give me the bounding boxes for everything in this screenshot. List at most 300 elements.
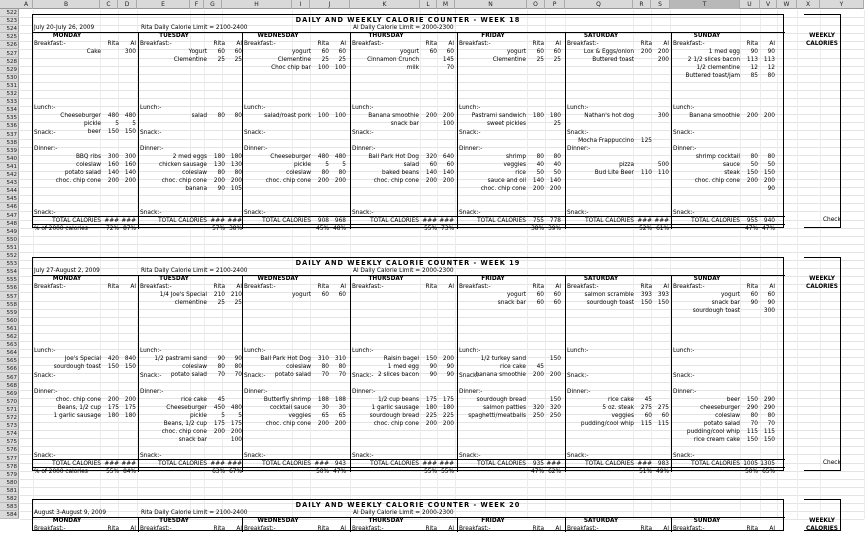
rita-calories: 320 (425, 154, 437, 160)
rita-calories: 90 (217, 186, 225, 192)
row-header[interactable]: 525 (0, 33, 19, 41)
rita-calories: 45 (536, 364, 544, 370)
food-item: cheeseburger (700, 405, 740, 411)
column-header-E[interactable]: E (137, 0, 190, 9)
food-item: 1/2 pastrami sand (154, 356, 207, 362)
row-header[interactable]: 580 (0, 479, 19, 487)
rita-calories: 110 (640, 170, 652, 176)
percent-al: 49% (656, 469, 669, 475)
al-calories: 480 (230, 405, 242, 411)
percent-rita: 45% (316, 226, 329, 232)
calories-label: CALORIES (806, 284, 838, 290)
al-calories: 60 (553, 292, 561, 298)
row-header[interactable]: 578 (0, 463, 19, 471)
total-calories-label: TOTAL CALORIES (52, 461, 101, 467)
rita-calories: 150 (425, 356, 437, 362)
column-header-L[interactable]: L (420, 0, 437, 9)
food-item: banana (185, 186, 207, 192)
al-header: Al (130, 284, 136, 290)
row-header[interactable]: 552 (0, 252, 19, 260)
snack-label: Snack:- (140, 453, 162, 459)
food-item: Cheeseburger (270, 154, 311, 160)
al-calories: 150 (124, 129, 136, 135)
total-rita: ### (422, 461, 437, 467)
percent-rita: 55% (424, 226, 437, 232)
row-header[interactable]: 528 (0, 58, 19, 66)
food-item: salmon patties (483, 405, 526, 411)
breakfast-label: Breakfast:- (244, 526, 276, 532)
breakfast-label: Breakfast:- (673, 526, 705, 532)
percent-al: 55% (441, 469, 454, 475)
day-divider (671, 32, 672, 229)
breakfast-label: Breakfast:- (352, 526, 384, 532)
al-header: Al (663, 284, 669, 290)
total-rita: ### (637, 218, 652, 224)
rita-calories: 175 (107, 405, 119, 411)
column-header-N[interactable]: N (455, 0, 527, 9)
row-header[interactable]: 551 (0, 244, 19, 252)
row-header[interactable]: 566 (0, 365, 19, 373)
snack-label: Snack:- (352, 373, 374, 379)
al-calories: 60 (767, 292, 775, 298)
day-header-tuesday: TUESDAY (159, 518, 189, 524)
row-header[interactable]: 542 (0, 171, 19, 179)
snack-label: Snack:- (34, 130, 56, 136)
total-calories-label: TOTAL CALORIES (158, 461, 207, 467)
al-calories: 140 (549, 178, 561, 184)
al-calories: 200 (549, 372, 561, 378)
row-header[interactable]: 569 (0, 390, 19, 398)
food-item: snack bar (497, 300, 526, 306)
row-header[interactable]: 570 (0, 398, 19, 406)
check-label: Check (823, 217, 841, 223)
al-calories: 175 (124, 405, 136, 411)
breakfast-label: Breakfast:- (244, 284, 276, 290)
al-calories: 80 (553, 154, 561, 160)
total-al: ### (227, 218, 242, 224)
row-header[interactable]: 538 (0, 139, 19, 147)
rita-calories: 200 (317, 178, 329, 184)
dinner-label: Dinner:- (567, 389, 591, 395)
breakfast-label: Breakfast:- (673, 41, 705, 47)
al-calories: 25 (553, 121, 561, 127)
column-header-S[interactable]: S (651, 0, 670, 9)
column-header-X[interactable]: X (797, 0, 820, 9)
food-item: coleslaw (286, 364, 311, 370)
al-calories: 25 (234, 300, 242, 306)
rita-calories: 175 (213, 421, 225, 427)
row-header[interactable]: 540 (0, 155, 19, 163)
row-header[interactable]: 555 (0, 276, 19, 284)
row-header[interactable]: 530 (0, 74, 19, 82)
al-calories: 300 (657, 113, 669, 119)
food-item: banana smoothie (475, 372, 526, 378)
food-item: sauce and oil (487, 178, 526, 184)
rita-calories: 200 (425, 421, 437, 427)
al-calories: 80 (234, 364, 242, 370)
row-header[interactable]: 539 (0, 147, 19, 155)
rita-calories (742, 185, 758, 193)
row-header[interactable]: 575 (0, 438, 19, 446)
gridline (20, 244, 864, 245)
rita-calories: 200 (532, 186, 544, 192)
al-calories: 115 (657, 421, 669, 427)
rita-calories: 100 (317, 113, 329, 119)
breakfast-label: Breakfast:- (352, 41, 384, 47)
day-divider (138, 517, 139, 532)
row-header[interactable]: 572 (0, 414, 19, 422)
al-calories: 80 (234, 113, 242, 119)
gridline (797, 10, 798, 519)
food-item: Clementine (173, 57, 207, 63)
snack-label: Snack:- (673, 130, 695, 136)
percent-al: 87% (123, 226, 136, 232)
rita-calories: 450 (213, 405, 225, 411)
al-calories: 90 (767, 186, 775, 192)
food-item: yogurt (292, 292, 311, 298)
row-header[interactable]: 536 (0, 122, 19, 130)
food-item: snack bar (711, 300, 740, 306)
food-item: Cheeseburger (60, 113, 101, 119)
food-item: yogurt (507, 292, 526, 298)
al-calories: 140 (124, 170, 136, 176)
food-item: Cake (86, 49, 101, 55)
rita-calories: 150 (746, 437, 758, 443)
rita-calories: 140 (425, 170, 437, 176)
total-calories-label: TOTAL CALORIES (691, 218, 740, 224)
al-calories: 225 (442, 413, 454, 419)
row-header[interactable]: 581 (0, 487, 19, 495)
food-item: choc. chip cone (265, 178, 311, 184)
food-item: Pastrami sandwich (471, 113, 526, 119)
day-divider (671, 275, 672, 472)
al-calories: 200 (549, 186, 561, 192)
dinner-label: Dinner:- (673, 389, 697, 395)
rita-calories: 160 (107, 162, 119, 168)
row-header-bar (0, 9, 19, 519)
percent-rita: 38% (531, 226, 544, 232)
food-item: 1/4 Joe's Special (159, 292, 207, 298)
percent-label: % of 2000 calories (34, 469, 88, 475)
column-header-U[interactable]: U (740, 0, 760, 9)
al-calories: 115 (763, 429, 775, 435)
dinner-label: Dinner:- (459, 146, 483, 152)
breakfast-label: Breakfast:- (567, 284, 599, 290)
food-item: Yogurt (188, 49, 207, 55)
snack-label: Snack:- (352, 453, 374, 459)
row-header[interactable]: 523 (0, 17, 19, 25)
row-header[interactable]: 561 (0, 325, 19, 333)
percent-al: 47% (333, 469, 346, 475)
row-header[interactable]: 559 (0, 309, 19, 317)
day-header-friday: FRIDAY (481, 518, 505, 524)
rita-calories: 5 (325, 162, 329, 168)
row-header[interactable]: 535 (0, 114, 19, 122)
rita-header: Rita (746, 526, 758, 532)
row-header[interactable]: 522 (0, 9, 19, 17)
row-header[interactable]: 541 (0, 163, 19, 171)
snack-label: Snack:- (244, 210, 266, 216)
al-calories: 290 (763, 397, 775, 403)
row-header[interactable]: 548 (0, 220, 19, 228)
row-header[interactable]: 553 (0, 260, 19, 268)
al-calories: 290 (763, 405, 775, 411)
al-header: Al (130, 526, 136, 532)
row-header[interactable]: 558 (0, 301, 19, 309)
row-header[interactable]: 577 (0, 455, 19, 463)
breakfast-label: Breakfast:- (673, 284, 705, 290)
row-header[interactable]: 549 (0, 228, 19, 236)
row-header[interactable]: 527 (0, 50, 19, 58)
rita-header: Rita (213, 526, 225, 532)
row-header[interactable]: 564 (0, 349, 19, 357)
al-calories: 150 (763, 170, 775, 176)
column-header-M[interactable]: M (437, 0, 455, 9)
rita-calories: 480 (317, 154, 329, 160)
row-header[interactable]: 529 (0, 66, 19, 74)
al-limit: Al Daily Calorie Limit = 2000-2300 (353, 510, 454, 516)
column-header-B[interactable]: B (33, 0, 100, 9)
row-header[interactable]: 531 (0, 82, 19, 90)
day-divider (350, 32, 351, 229)
gridline (20, 487, 864, 488)
rita-calories (103, 48, 119, 56)
row-header[interactable]: 574 (0, 430, 19, 438)
food-item: coleslaw (76, 162, 101, 168)
row-header[interactable]: 546 (0, 203, 19, 211)
percent-rita: 55% (424, 469, 437, 475)
rita-calories: 100 (317, 65, 329, 71)
al-calories (653, 137, 669, 145)
al-calories: 100 (334, 65, 346, 71)
al-calories: 200 (334, 421, 346, 427)
food-item: sourdough bread (476, 397, 526, 403)
food-item: salmon scramble (584, 292, 634, 298)
rita-calories (528, 355, 544, 363)
rita-calories: 200 (107, 397, 119, 403)
day-divider (350, 275, 351, 472)
rita-limit: Rita Daily Calorie Limit = 2100-2400 (141, 268, 248, 274)
column-header-K[interactable]: K (350, 0, 420, 9)
total-calories-label: TOTAL CALORIES (477, 218, 526, 224)
column-header-R[interactable]: R (633, 0, 651, 9)
al-calories: 180 (442, 405, 454, 411)
calories-label: CALORIES (806, 41, 838, 47)
total-calories-label: TOTAL CALORIES (262, 461, 311, 467)
food-item: Beans, 1/2 cup (57, 405, 101, 411)
day-header-friday: FRIDAY (481, 276, 505, 282)
food-item: choc. chip cone (161, 178, 207, 184)
row-header[interactable]: 583 (0, 503, 19, 511)
al-limit: Al Daily Calorie Limit = 2000-2300 (353, 25, 454, 31)
al-calories: 145 (442, 57, 454, 63)
row-header[interactable]: 543 (0, 179, 19, 187)
rita-calories: 70 (321, 372, 329, 378)
rita-calories: 80 (750, 154, 758, 160)
total-rita: 755 (532, 218, 544, 224)
al-calories: 300 (763, 308, 775, 314)
weekly-column (804, 499, 841, 531)
total-rita: 955 (746, 218, 758, 224)
column-header-H[interactable]: H (222, 0, 292, 9)
total-calories-label: TOTAL CALORIES (691, 461, 740, 467)
total-al: ### (439, 461, 454, 467)
row-header[interactable]: 584 (0, 511, 19, 519)
row-header[interactable]: 582 (0, 495, 19, 503)
day-header-thursday: THURSDAY (368, 33, 404, 39)
total-rita: ### (637, 461, 652, 467)
rita-calories: 140 (532, 178, 544, 184)
al-calories: 480 (334, 154, 346, 160)
food-item: Cinnamon Crunch (367, 57, 419, 63)
rita-calories: 115 (640, 421, 652, 427)
weekly-label: WEEKLY (809, 276, 835, 282)
week-title: DAILY AND WEEKLY CALORIE COUNTER - WEEK 19 (295, 259, 521, 267)
gridline (20, 479, 864, 480)
check-label: Check (823, 460, 841, 466)
total-rita: ### (104, 461, 119, 467)
row-header[interactable]: 568 (0, 382, 19, 390)
row-header[interactable]: 550 (0, 236, 19, 244)
gridline (20, 236, 864, 237)
rita-calories: 113 (746, 57, 758, 63)
row-header[interactable]: 579 (0, 471, 19, 479)
column-header-P[interactable]: P (545, 0, 565, 9)
column-header-C[interactable]: C (100, 0, 118, 9)
row-header[interactable]: 576 (0, 446, 19, 454)
snack-label: Snack:- (459, 373, 481, 379)
rita-calories: 300 (107, 154, 119, 160)
day-divider (565, 275, 566, 472)
column-header-G[interactable]: G (204, 0, 222, 9)
al-calories: 100 (334, 113, 346, 119)
day-header-thursday: THURSDAY (368, 518, 404, 524)
al-calories: 100 (442, 121, 454, 127)
rita-calories: 130 (213, 162, 225, 168)
day-divider (565, 517, 566, 532)
row-header[interactable]: 563 (0, 341, 19, 349)
column-header-I[interactable]: I (292, 0, 310, 9)
row-header[interactable]: 567 (0, 374, 19, 382)
al-header: Al (555, 284, 561, 290)
column-header-O[interactable]: O (527, 0, 545, 9)
al-calories: 300 (124, 154, 136, 160)
rita-calories: 80 (321, 364, 329, 370)
row-header[interactable]: 562 (0, 333, 19, 341)
al-header: Al (236, 284, 242, 290)
total-rita: 908 (317, 218, 329, 224)
food-item: 1 garlic sausage (53, 413, 101, 419)
rita-calories: 180 (532, 113, 544, 119)
row-header[interactable]: 573 (0, 422, 19, 430)
al-calories: 840 (124, 356, 136, 362)
rita-calories: 60 (536, 300, 544, 306)
food-item: 2 slices bacon (377, 372, 419, 378)
gridline (20, 252, 864, 253)
column-header-Q[interactable]: Q (565, 0, 633, 9)
row-header[interactable]: 547 (0, 212, 19, 220)
al-calories: 200 (230, 178, 242, 184)
food-item: Beans, 1/2 cup (163, 421, 207, 427)
spreadsheet-grid[interactable] (20, 10, 864, 532)
row-header[interactable]: 565 (0, 357, 19, 365)
row-header[interactable]: 524 (0, 25, 19, 33)
al-calories: 150 (549, 356, 561, 362)
rita-calories: 60 (429, 162, 437, 168)
row-header[interactable]: 534 (0, 106, 19, 114)
lunch-label: Lunch:- (244, 105, 266, 111)
percent-rita: 57% (212, 226, 225, 232)
dinner-label: Dinner:- (140, 146, 164, 152)
rita-calories: 60 (536, 49, 544, 55)
column-header-V[interactable]: V (760, 0, 777, 9)
row-header[interactable]: 560 (0, 317, 19, 325)
day-header-monday: MONDAY (52, 33, 82, 39)
rita-limit: Rita Daily Calorie Limit = 2100-2400 (141, 510, 248, 516)
snack-label: Snack:- (567, 373, 589, 379)
column-header-J[interactable]: J (310, 0, 350, 9)
day-divider (242, 517, 243, 532)
row-header[interactable]: 556 (0, 284, 19, 292)
row-header[interactable]: 554 (0, 268, 19, 276)
al-calories (653, 396, 669, 404)
food-item: Banana smoothie (689, 113, 740, 119)
snack-label: Snack:- (140, 210, 162, 216)
row-header[interactable]: 545 (0, 195, 19, 203)
rita-calories: 25 (536, 57, 544, 63)
column-header-A[interactable]: A (20, 0, 33, 9)
day-divider (242, 275, 243, 472)
column-header-Y[interactable]: Y (820, 0, 864, 9)
rita-header: Rita (425, 41, 437, 47)
lunch-label: Lunch:- (140, 348, 162, 354)
row-header[interactable]: 557 (0, 293, 19, 301)
column-header-F[interactable]: F (190, 0, 204, 9)
snack-label: Snack:- (352, 210, 374, 216)
snack-label: Snack:- (459, 130, 481, 136)
row-header[interactable]: 537 (0, 131, 19, 139)
food-item: shrimp cocktail (695, 154, 740, 160)
week-block (32, 257, 784, 475)
rita-calories: 50 (750, 162, 758, 168)
row-header[interactable]: 532 (0, 90, 19, 98)
row-header[interactable]: 571 (0, 406, 19, 414)
row-header[interactable]: 533 (0, 98, 19, 106)
total-calories-label: TOTAL CALORIES (585, 461, 634, 467)
row-header[interactable]: 526 (0, 41, 19, 49)
snack-label: Snack:- (673, 210, 695, 216)
percent-al: 38% (229, 226, 242, 232)
food-item: Buttered toast/jam (685, 73, 740, 79)
al-calories: 70 (338, 372, 346, 378)
food-item: Buttered toast (592, 57, 634, 63)
column-header-T[interactable]: T (670, 0, 740, 9)
food-item: potato salad (703, 421, 740, 427)
food-item: rice cake (499, 364, 526, 370)
al-header: Al (769, 41, 775, 47)
al-calories: 70 (767, 421, 775, 427)
day-divider (457, 275, 458, 472)
row-header[interactable]: 544 (0, 187, 19, 195)
food-item: yogurt (507, 49, 526, 55)
percent-rita: 72% (106, 226, 119, 232)
column-header-W[interactable]: W (777, 0, 797, 9)
day-divider (138, 275, 139, 472)
lunch-label: Lunch:- (459, 105, 481, 111)
al-header: Al (236, 526, 242, 532)
column-header-D[interactable]: D (118, 0, 137, 9)
lunch-label: Lunch:- (673, 348, 695, 354)
